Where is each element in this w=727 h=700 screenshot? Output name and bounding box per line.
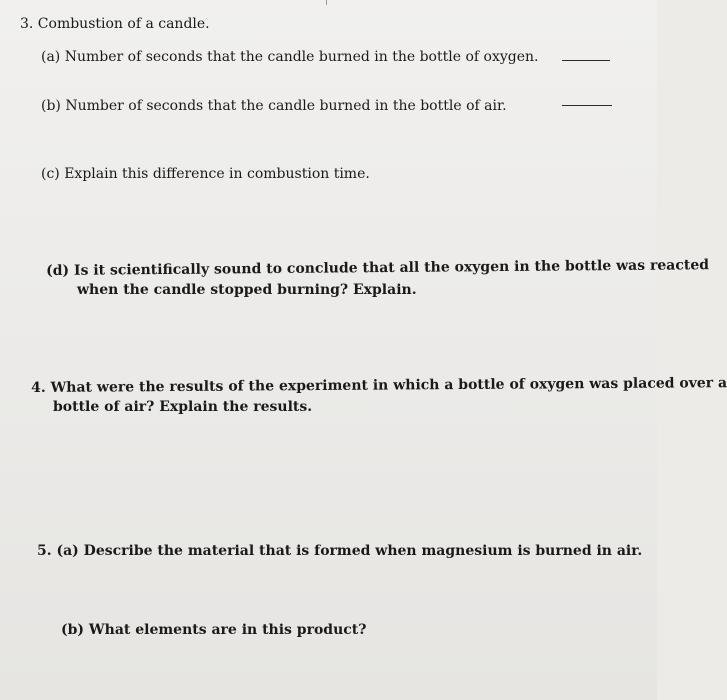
question-5a-text: 5. (a) Describe the material that is formed when magnesium is burned in air. xyxy=(37,543,643,559)
question-3d-text-line-1: (d) Is it scientifically sound to conclude that all the oxygen in the bottle was reacted xyxy=(46,257,710,279)
question-4-text-line-2: bottle of air? Explain the results. xyxy=(53,399,313,415)
question-3d-text-line-2: when the candle stopped burning? Explain. xyxy=(77,282,417,298)
question-3b-text: (b) Number of seconds that the candle burned in the bottle of air. xyxy=(41,98,507,114)
question-4-text-line-1: 4. What were the results of the experiment in which a bottle of oxygen was placed over a xyxy=(31,375,727,396)
question-3c-text: (c) Explain this difference in combustion time. xyxy=(41,166,370,182)
question-3a-text: (a) Number of seconds that the candle burned in the bottle of oxygen. xyxy=(41,49,539,65)
question-3b-answer-blank xyxy=(562,105,612,106)
page-mark xyxy=(326,0,327,5)
question-3-title: 3. Combustion of a candle. xyxy=(20,16,210,32)
question-3a-answer-blank xyxy=(562,60,610,61)
question-5b-text: (b) What elements are in this product? xyxy=(61,622,367,638)
